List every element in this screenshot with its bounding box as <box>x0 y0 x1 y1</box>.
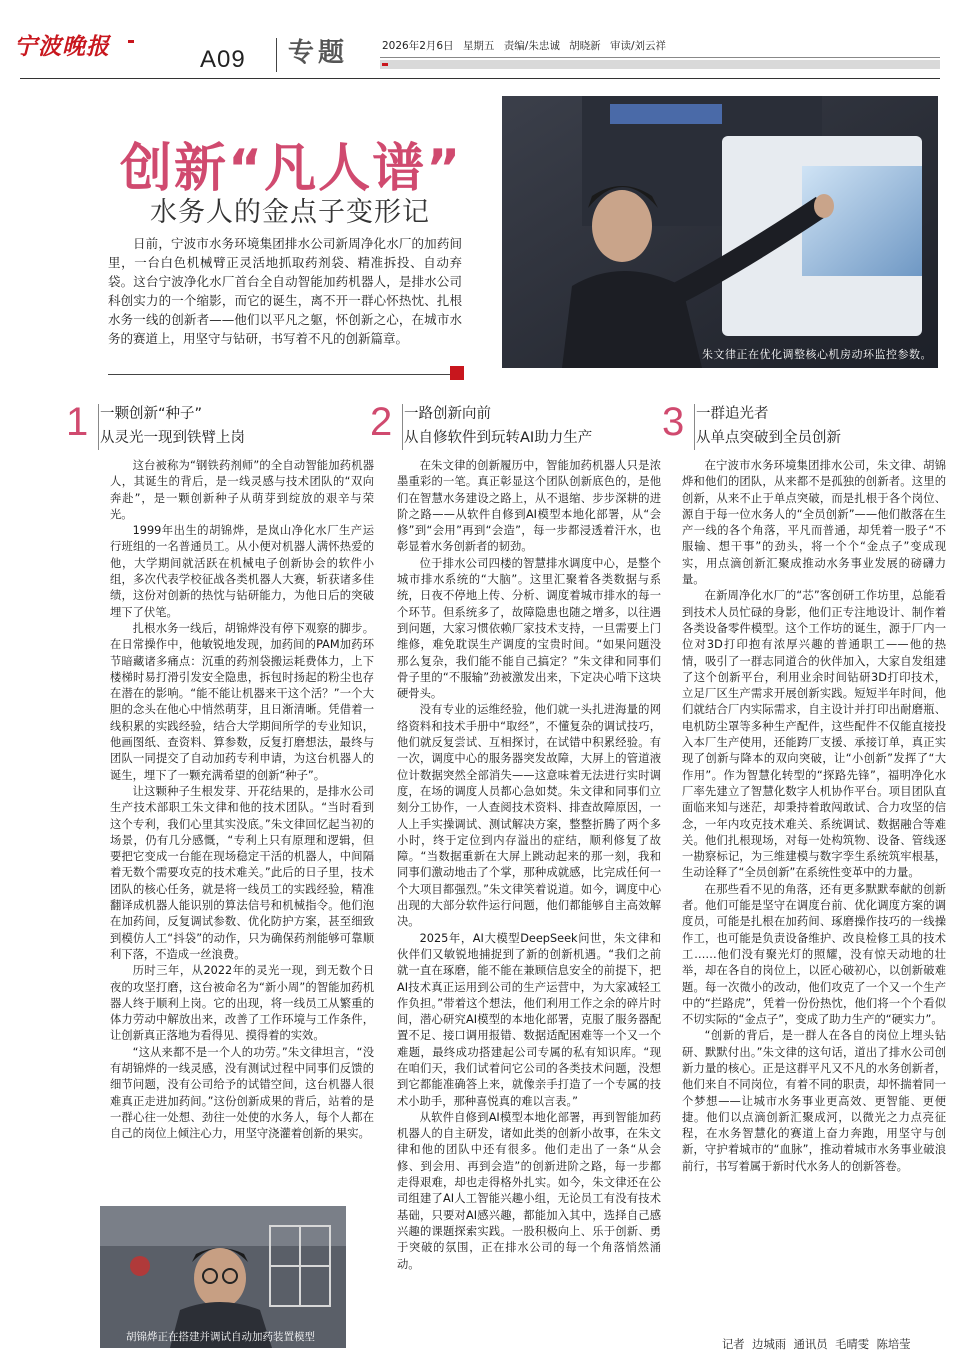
body-paragraph: 历时三年，从2022年的灵光一现，到无数个日夜的攻坚打磨，这台被命名为“新小周”的智能加药机器人终于顺利上岗。它的出现，将一线员工从繁重的体力劳动中解放出来，改善了工作环境与工作条件，让创新真正落地为看得见、摸得着的实效。 <box>110 964 374 1043</box>
section-1-body <box>110 458 374 1142</box>
section-3-body <box>682 458 946 1175</box>
proofreader-credit: 审读/刘云祥 <box>610 40 667 52</box>
body-paragraph: 让这颗种子生根发芽、开花结果的，是排水公司生产技术部职工朱文律和他的技术团队。“当时看到这个专利，我们心里其实没底。”朱文律回忆起当初的场景，仍有几分感慨，“专利上只有原理和逻辑，但要把它变成一台能在现场稳定干活的机器人，中间隔着无数个需要攻克的技术难关。”此后的日子里，技术团队的核心任务，就是将一线员工的实践经验，精准翻译成机器人能识别的算法信号和机械指令。他们泡在加药间，反复调试参数、优化防护方案，甚至细致到模仿人工“抖袋”的动作，只为确保药剂能够可靠顺利下落，不造成一丝浪费。 <box>110 784 374 961</box>
article-byline: 记者 边城雨 通讯员 毛晴雯 陈培莹 <box>722 1338 911 1351</box>
header-rule <box>380 57 940 58</box>
body-paragraph: 在那些看不见的角落，还有更多默默奉献的创新者。他们可能是坚守在调度台前、优化调度方案的调度员，可能是扎根在加药间、琢磨操作技巧的一线操作工，也可能是负责设备维护、改良检修工具的技术工……他们没有聚光灯的照耀，没有惊天动地的壮举，却在各自的岗位上，以匠心破初心，以创新破难题。每一次微小的改动，他们攻克了一个又一个生产中的“拦路虎”，凭着一份份热忱，他们将一个个看似不切实际的“金点子”，变成了助力生产的“硬实力”。 <box>682 882 946 1027</box>
body-paragraph: “这从来都不是一个人的功劳。”朱文律坦言，“没有胡锦烨的一线灵感，没有测试过程中同事们反馈的细节问题，没有公司给予的试错空间，这台机器人很难真正走进加药间。”这份创新成果的背后，站着的是一群心往一处想、劲往一处使的水务人，每个人都在自己的岗位上倾注心力，用坚守浇灌着创新的果实。 <box>110 1045 374 1141</box>
lead-divider-marker <box>450 366 464 380</box>
body-paragraph: 位于排水公司四楼的智慧排水调度中心，是整个城市排水系统的“大脑”。这里汇聚着各类数据与系统，日夜不停地上传、分析、调度着城市排水的每一个环节。但系统多了，故障隐患也随之增多，以往遇到问题，大家习惯依赖厂家技术支持，一旦需要上门维修，难免耽误生产调度的宝贵时间。“如果问题没那么复杂，我们能不能自己搞定？”朱文律和同事们骨子里的“不服输”劲被激发出来，下定决心啃下这块硬骨头。 <box>397 556 661 701</box>
issue-weekday: 星期五 <box>462 40 495 52</box>
header-band <box>380 60 940 69</box>
section-1-heading-rule <box>98 404 99 450</box>
body-paragraph: 从软件自修到AI模型本地化部署，再到智能加药机器人的自主研发，诸如此类的创新小故事，在朱文律和他的团队中还有很多。他们走出了一条“从会修、到会用、再到会造”的创新进阶之路，每一步都走得艰难，却也走得格外扎实。如今，朱文律还在公司组建了AI人工智能兴趣小组，无论员工有没有技术基础，只要对AI感兴趣，都能加入其中，选择自己感兴趣的课题探索实践。一股积极向上、乐于创新、勇于突破的氛围，正在排水公司的每一个角落悄然涌动。 <box>397 1110 661 1271</box>
section-name: 专题 <box>288 38 349 68</box>
lead-divider <box>108 374 450 375</box>
body-paragraph: 2025年，AI大模型DeepSeek问世，朱文律和伙伴们又敏锐地捕捉到了新的创新机遇。“我们之前就一直在琢磨，能不能在兼顾信息安全的前提下，把AI技术真正运用到公司的生产运营中，为大家减轻工作负担。”带着这个想法，他们利用工作之余的碎片时间，潜心研究AI模型的本地化部署，克服了服务器配置不足、接口调用报错、数据适配困难等一个又一个难题，最终成功搭建起公司专属的私有知识库。“现在咱们天，我们试着问它公司的各类技术问题，没想到它都能准确答上来，就像亲手打造了一个专属的技术小助手，那种喜悦真的难以言表。” <box>397 931 661 1108</box>
section-3-subtitle: 从单点突破到全员创新 <box>696 430 841 446</box>
body-paragraph: 在宁波市水务环境集团排水公司，朱文律、胡锦烨和他们的团队，从来都不是孤独的创新者。这里的创新，从来不止于单点突破，而是扎根于各个岗位、源自于每一位水务人的“全员创新”——他们散落在生产一线的各个角落，平凡而普通，却凭着一股子“不服输、想干事”的劲头，将一个个“金点子”变成现实，用点滴创新汇聚成推动水务事业发展的磅礴力量。 <box>682 459 946 587</box>
article-title: 创新“凡人谱” <box>120 139 463 199</box>
section-2-body <box>397 458 661 1273</box>
main-photo <box>502 96 938 368</box>
body-paragraph: 在朱文律的创新履历中，智能加药机器人只是浓墨重彩的一笔。真正彰显这个团队创新底色的，是他们在智慧水务建设之路上，从不退缩、步步深耕的进阶之路——从软件自修到AI模型本地化部署，从“会修”到“会用”再到“会造”，每一步都浸透着汗水，也彰显着水务创新者的韧劲。 <box>397 459 661 554</box>
header-meta <box>382 38 666 53</box>
header-marker <box>382 63 388 66</box>
section-3-heading-rule <box>694 404 695 450</box>
article-subtitle: 水务人的金点子变形记 <box>150 197 430 228</box>
body-paragraph: 没有专业的运维经验，他们就一头扎进海量的网络资料和技术手册中“取经”，不懂复杂的调试技巧，他们就反复尝试、互相探讨，在试错中积累经验。有一次，调度中心的服务器突发故障，大屏上的管道液位计数据突然全部消失——这意味着无法进行实时调度，在场的调度人员都心急如焚。朱文律和同事们立刻分工协作，一人查阅技术资料、排查故障原因，一人上手实操调试、测试解决方案，整整折腾了两个多小时，终于定位到内存溢出的症结，顺利修复了故障。“当数据重新在大屏上跳动起来的那一刻，我和同事们激动地击了个掌，那种成就感，比完成任何一个大项目都强烈。”朱文律笑着说道。如今，调度中心出现的大部分软件运行问题，他们都能够自主高效解决。 <box>397 703 661 929</box>
main-photo-illustration <box>502 96 938 368</box>
section-2-subtitle: 从自修软件到玩转AI助力生产 <box>404 430 593 446</box>
page-number: A09 <box>200 46 246 73</box>
body-paragraph: 这台被称为“钢铁药剂师”的全自动智能加药机器人，其诞生的背后，是一线灵感与技术团队的“双向奔赴”，是一颗创新种子从萌芽到绽放的艰辛与荣光。 <box>110 459 374 521</box>
section-1-title: 一颗创新“种子” <box>100 406 203 422</box>
masthead <box>0 0 956 78</box>
small-photo-caption: 胡锦烨正在搭建并调试自动加药装置模型 <box>126 1331 315 1343</box>
masthead-rule <box>20 78 940 79</box>
section-2-number: 2 <box>370 400 393 444</box>
body-paragraph: 扎根水务一线后，胡锦烨没有停下观察的脚步。在日常操作中，他敏锐地发现，加药间的PAM加药环节暗藏诸多痛点：沉重的药剂袋搬运耗费体力，上下楼梯时易打滑引发安全隐患，拆包时扬起的粉尘也存在潜在的影响。“能不能让机器来干这个活？”一个大胆的念头在他心中悄然萌芽，且日渐清晰。凭借着一线积累的实践经验，结合大学期间所学的专业知识，他画图纸、查资料、算参数，反复打磨想法，最终与团队一同提交了自动加药专利申请，为这台机器人的诞生，埋下了一颗充满希望的创新“种子”。 <box>110 621 374 782</box>
article-lead: 日前，宁波市水务环境集团排水公司新周净化水厂的加药间里，一台白色机械臂正灵活地抓取药剂袋、精准拆投、自动弃袋。这台宁波净化水厂首台全自动智能加药机器人，是排水公司科创实力的一个缩影，而它的诞生，离不开一群心怀热忱、扎根水务一线的创新者——他们以平凡之躯，怀创新之心，在城市水务的赛道上，用坚守与钻研，书写着不凡的创新篇章。 <box>108 236 462 346</box>
header-divider <box>276 38 277 72</box>
body-paragraph: “创新的背后，是一群人在各自的岗位上埋头钻研、默默付出。”朱文律的这句话，道出了排水公司创新力量的核心。正是这群平凡又不凡的水务创新者，他们来自不同岗位，有着不同的职责，却怀揣着同一个梦想——让城市水务事业更高效、更智能、更便捷。他们以点滴创新汇聚成河，以微光之力点亮征程，在水务智慧化的赛道上奋力奔跑，用坚守与创新，守护着城市的“血脉”，推动着城市水务事业破浪前行，书写着属于新时代水务人的创新答卷。 <box>682 1029 946 1173</box>
newspaper-logo: 宁波晚报 <box>14 33 110 60</box>
small-photo-illustration <box>100 1206 346 1348</box>
body-paragraph: 1999年出生的胡锦烨，是岚山净化水厂生产运行班组的一名普通员工。从小便对机器人满怀热爱的他，大学期间就活跃在机械电子创新协会的软件小组，多次代表学校征战各类机器人大赛，斩获诸多佳绩，这份对创新的热忱与钻研能力，为他日后的突破埋下了伏笔。 <box>110 524 374 619</box>
section-2-heading-rule <box>402 404 403 450</box>
small-photo <box>100 1206 346 1348</box>
section-1-subtitle: 从灵光一现到铁臂上岗 <box>100 430 245 446</box>
designer-credit: 胡晓新 <box>569 40 601 52</box>
logo-accent <box>128 40 134 43</box>
section-3-number: 3 <box>662 400 685 444</box>
body-paragraph: 在新周净化水厂的“芯”客创研工作坊里，总能看到技术人员忙碌的身影，他们正专注地设计、制作着各类设备零件模型。这个工作坊的诞生，源于厂内一位对3D打印抱有浓厚兴趣的普通职工——他的热情，吸引了一群志同道合的伙伴加入，大家自发组建了这个创新平台，利用业余时间钻研3D打印技术，立足厂区生产需求开展创新实践。短短半年时间，他们就结合厂内实际需求，自主设计并打印出耐磨瓶、电机防尘罩等多种生产配件，这些配件不仅能直接投入本厂生产使用，还能跨厂支援、承接订单，真正实现了创新与降本的双向突破，让“小创新”发挥了“大作用”。作为智慧化转型的“探路先锋”，福明净化水厂率先建立了智慧化数字人机协作平台。项目团队直面临来知与迷茫，却秉持着敢闯敢试、合力攻坚的信念，一年内攻克技术难关、系统调试、数据融合等难关。他们扎根现场，对每一处构筑物、设备、管线逐一勘察标记，为三维建模与数字孪生系统筑牢根基，生动诠释了“全员创新”在系统性变革中的力量。 <box>682 589 946 880</box>
issue-date: 2026年2月6日 <box>382 40 454 52</box>
main-photo-caption: 朱文律正在优化调整核心机房动环监控参数。 <box>702 348 932 361</box>
section-1-number: 1 <box>66 400 89 444</box>
section-2-title: 一路创新向前 <box>404 406 491 422</box>
section-3-title: 一群追光者 <box>696 406 769 422</box>
editor-credit: 责编/朱忠诚 <box>503 40 560 52</box>
